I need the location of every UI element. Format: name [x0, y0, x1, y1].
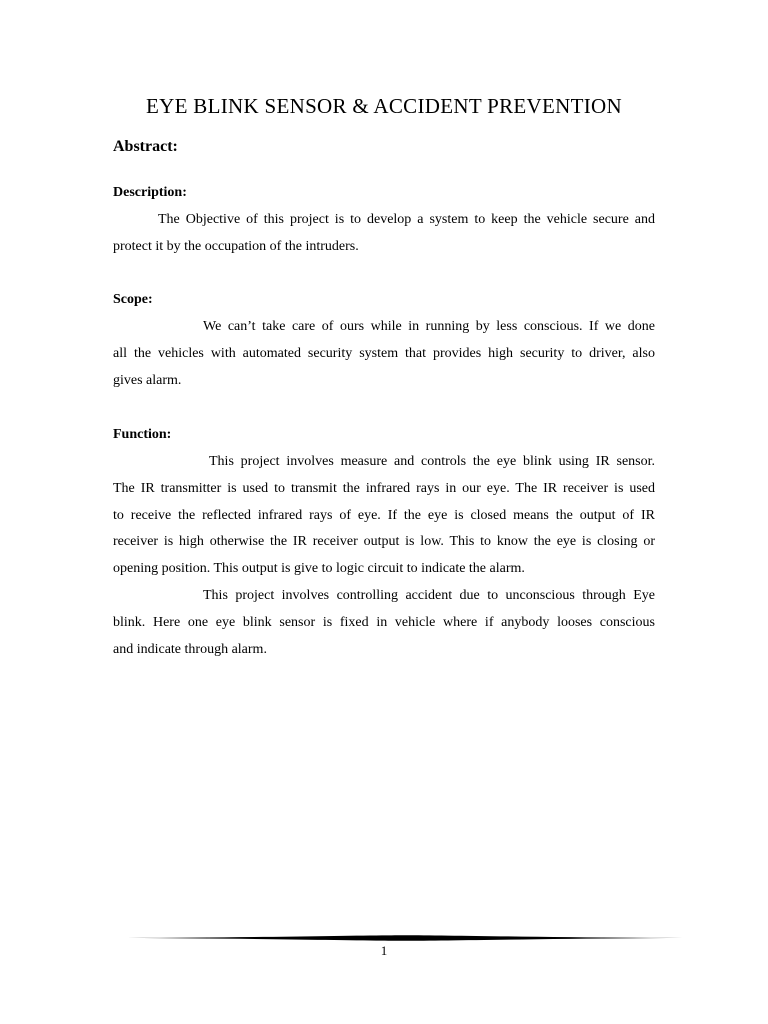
function-line: This project involves controlling accident due to unconscious through Eye	[203, 588, 655, 603]
function-line: blink. Here one eye blink sensor is fixed in vehicle where if anybody looses conscious	[113, 614, 655, 630]
function-line: and indicate through alarm.	[113, 641, 267, 657]
description-paragraph	[113, 207, 655, 261]
scope-heading: Scope:	[113, 292, 153, 307]
description-line: protect it by the occupation of the intruders.	[113, 238, 359, 254]
page-number: 1	[380, 943, 388, 958]
function-paragraph	[113, 449, 655, 583]
scope-paragraph	[113, 314, 655, 394]
document-title: EYE BLINK SENSOR & ACCIDENT PREVENTION	[146, 94, 622, 118]
scope-line: gives alarm.	[113, 372, 182, 388]
scope-line: We can’t take care of ours while in running by less conscious. If we done	[203, 319, 655, 334]
function-line: This project involves measure and controls the eye blink using IR sensor.	[209, 454, 655, 469]
function-line: to receive the reflected infrared rays of eye. If the eye is closed means the output of IR	[113, 507, 655, 523]
abstract-heading: Abstract:	[113, 138, 178, 155]
function-line: The IR transmitter is used to transmit the infrared rays in our eye. The IR receiver is used	[113, 480, 655, 496]
scope-line: all the vehicles with automated security system that provides high security to driver, also	[113, 345, 655, 361]
function-line: opening position. This output is give to logic circuit to indicate the alarm.	[113, 561, 525, 577]
description-heading: Description:	[113, 185, 187, 200]
function-heading: Function:	[113, 427, 172, 442]
function-paragraph-2	[113, 583, 655, 663]
footer-rule	[113, 934, 699, 942]
description-line: The Objective of this project is to develop a system to keep the vehicle secure and	[158, 212, 655, 227]
function-line: receiver is high otherwise the IR receiver output is low. This to know the eye is closing or	[113, 534, 655, 550]
